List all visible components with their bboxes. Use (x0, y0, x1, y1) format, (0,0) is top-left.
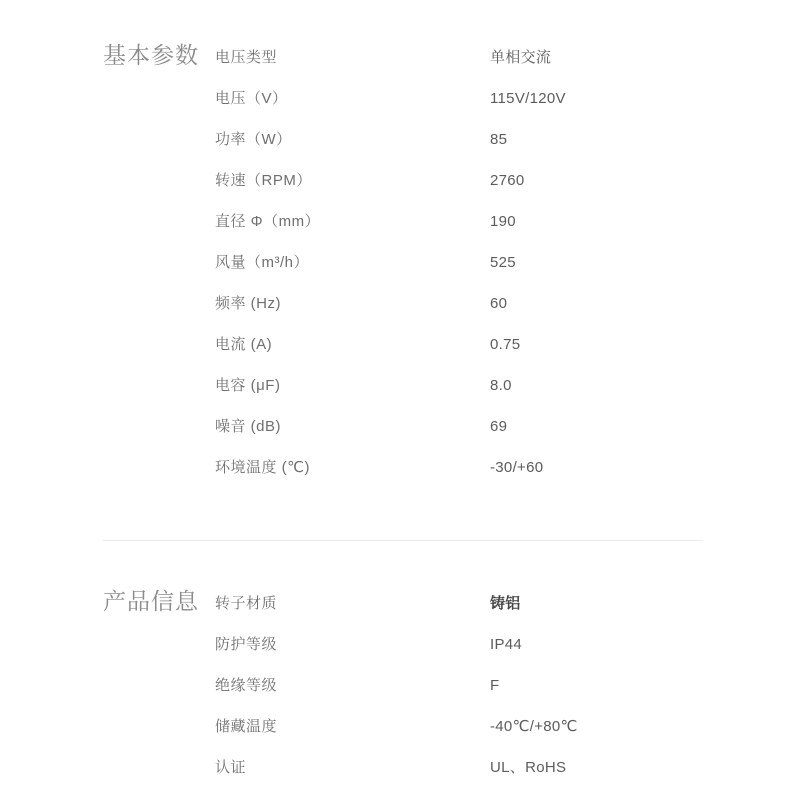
table-row (215, 46, 800, 87)
spec-value: 85 (490, 131, 508, 148)
spec-value: 0.75 (490, 336, 521, 353)
spec-label: 转子材质 (215, 595, 278, 612)
table-row (215, 756, 800, 797)
spec-label: 功率（W） (215, 131, 292, 148)
spec-value: -40℃/+80℃ (490, 718, 578, 735)
table-row (215, 210, 800, 251)
section-divider (103, 540, 703, 541)
spec-value: 69 (490, 418, 508, 435)
table-row (215, 456, 800, 497)
table-row (215, 169, 800, 210)
spec-label: 电流 (A) (215, 336, 273, 353)
table-row (215, 292, 800, 333)
table-row (215, 674, 800, 715)
spec-label: 噪音 (dB) (215, 418, 282, 435)
spec-label: 电压类型 (215, 49, 278, 66)
spec-value: 60 (490, 295, 508, 312)
spec-table-basic (215, 42, 800, 497)
spec-value: IP44 (490, 636, 523, 653)
section-title-basic: 基本参数 (103, 42, 199, 68)
spec-value: 115V/120V (490, 90, 566, 107)
spec-label: 认证 (215, 759, 247, 776)
spec-label: 绝缘等级 (215, 677, 278, 694)
section-basic-parameters (0, 42, 800, 497)
spec-value: 铸铝 (490, 595, 521, 612)
spec-value: F (490, 677, 500, 694)
table-row (215, 333, 800, 374)
table-row (215, 251, 800, 292)
spec-label: 环境温度 (℃) (215, 459, 311, 476)
spec-table-product (215, 588, 800, 797)
spec-label: 电容 (μF) (215, 377, 281, 394)
table-row (215, 592, 800, 633)
spec-label: 转速（RPM） (215, 172, 312, 189)
spec-value: 单相交流 (490, 49, 552, 66)
table-row (215, 128, 800, 169)
spec-value: 525 (490, 254, 516, 271)
spec-label: 防护等级 (215, 636, 278, 653)
spec-label: 储藏温度 (215, 718, 278, 735)
section-product-info (0, 588, 800, 797)
spec-label: 频率 (Hz) (215, 295, 281, 312)
section-title-product: 产品信息 (103, 588, 199, 614)
spec-value: -30/+60 (490, 459, 544, 476)
spec-value: 2760 (490, 172, 525, 189)
spec-value: 190 (490, 213, 516, 230)
table-row (215, 374, 800, 415)
spec-label: 风量（m³/h） (215, 254, 310, 271)
table-row (215, 633, 800, 674)
table-row (215, 87, 800, 128)
spec-label: 电压（V） (215, 90, 288, 107)
table-row (215, 415, 800, 456)
spec-value: 8.0 (490, 377, 512, 394)
spec-label: 直径 Φ（mm） (215, 213, 321, 230)
table-row (215, 715, 800, 756)
spec-value: UL、RoHS (490, 759, 567, 776)
